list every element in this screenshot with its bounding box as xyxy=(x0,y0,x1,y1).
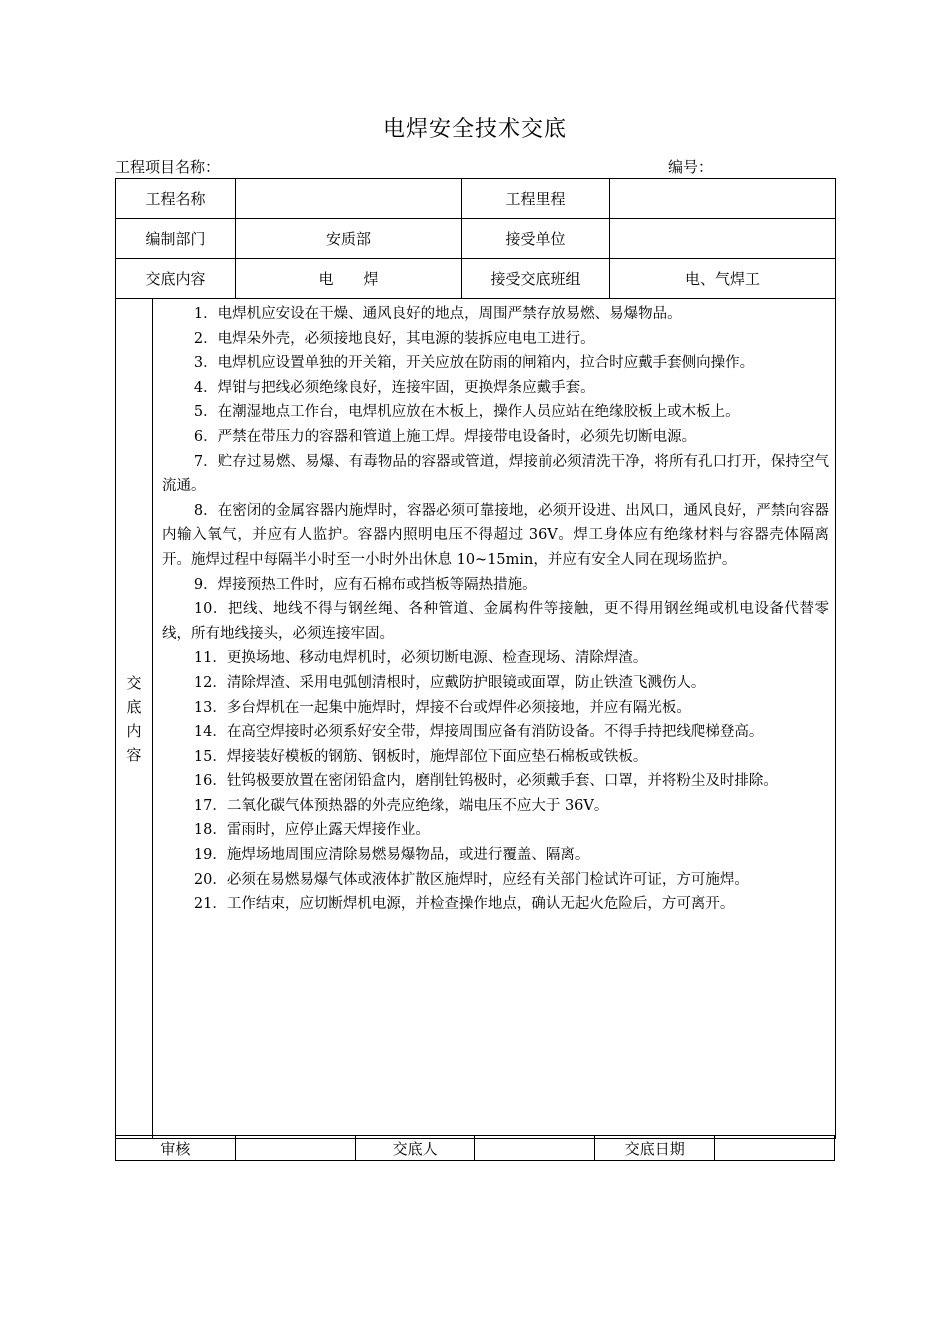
signature-row xyxy=(116,1136,835,1161)
label-char: 交 xyxy=(126,673,142,692)
list-item: 3．电焊机应设置单独的开关箱，开关应放在防雨的闸箱内，拉合时应戴手套侧向操作。 xyxy=(193,355,755,372)
project-mileage-key: 工程里程 xyxy=(462,179,610,219)
list-item: 11．更换场地、移动电焊机时，必须切断电源、检查现场、清除焊渣。 xyxy=(193,650,648,667)
presenter-label: 交底人 xyxy=(355,1136,475,1161)
project-name-key: 工程名称 xyxy=(116,179,236,219)
label-char: 内 xyxy=(126,721,142,740)
department-key: 编制部门 xyxy=(116,219,236,259)
content-type-value: 电 焊 xyxy=(236,259,462,299)
content-body xyxy=(153,299,836,1139)
label-char: 容 xyxy=(126,745,142,764)
list-item: 14．在高空焊接时必须系好安全带，焊接周围应备有消防设备。不得手持把线爬梯登高。 xyxy=(193,724,764,741)
project-name-label: 工程项目名称： xyxy=(115,158,221,176)
receiving-unit-value xyxy=(610,219,836,259)
department-value: 安质部 xyxy=(236,219,462,259)
list-item: 17．二氧化碳气体预热器的外壳应绝缘，端电压不应大于 36V。 xyxy=(193,797,609,814)
review-label: 审核 xyxy=(116,1136,236,1161)
table-row xyxy=(116,179,836,219)
receiving-team-key: 接受交底班组 xyxy=(462,259,610,299)
list-item: 1．电焊机应安设在干燥、通风良好的地点，周围严禁存放易燃、易爆物品。 xyxy=(193,306,682,322)
list-item: 7．贮存过易燃、易爆、有毒物品的容器或管道，焊接前必须清洗干净，将所有孔口打开，保持空气流通。 xyxy=(162,453,830,495)
content-row xyxy=(116,299,836,1139)
receiving-team-value: 电、气焊工 xyxy=(610,259,836,299)
label-char: 底 xyxy=(126,697,142,716)
content-type-key: 交底内容 xyxy=(116,259,236,299)
list-item: 20．必须在易燃易爆气体或液体扩散区施焊时，应经有关部门检试许可证，方可施焊。 xyxy=(193,871,749,888)
list-item: 21．工作结束，应切断焊机电源，并检查操作地点，确认无起火危险后，方可离开。 xyxy=(193,896,735,913)
list-item: 18．雷雨时，应停止露天焊接作业。 xyxy=(193,822,430,839)
list-item: 12．清除焊渣、采用电弧刨清根时，应戴防护眼镜或面罩，防止铁渣飞溅伤人。 xyxy=(193,674,706,691)
list-item: 16．钍钨极要放置在密闭铅盒内，磨削钍钨极时，必须戴手套、口罩，并将粉尘及时排除。 xyxy=(193,773,778,790)
content-section-label xyxy=(116,299,153,1139)
receiving-unit-key: 接受单位 xyxy=(462,219,610,259)
signature-table xyxy=(115,1135,835,1161)
date-value xyxy=(715,1136,835,1161)
list-item: 9．焊接预热工件时，应有石棉布或挡板等隔热措施。 xyxy=(193,576,537,593)
list-item: 13．多台焊机在一起集中施焊时，焊接不台或焊件必须接地，并应有隔光板。 xyxy=(193,699,691,716)
review-value xyxy=(235,1136,355,1161)
number-label: 编号： xyxy=(668,158,714,176)
list-item: 19．施焊场地周围应清除易燃易爆物品，或进行覆盖、隔离。 xyxy=(193,847,590,864)
list-item: 4．焊钳与把线必须绝缘良好，连接牢固，更换焊条应戴手套。 xyxy=(193,379,595,396)
project-name-value xyxy=(236,179,462,219)
list-item: 10．把线、地线不得与钢丝绳、各种管道、金属构件等接触，更不得用钢丝绳或机电设备代替零线，所有地线接头，必须连接牢固。 xyxy=(162,601,830,642)
table-row xyxy=(116,259,836,299)
presenter-value xyxy=(475,1136,595,1161)
list-item: 8．在密闭的金属容器内施焊时，容器必须可靠接地，必须开设进、出风口，通风良好，严禁向容器内输入氧气，并应有人监护。容器内照明电压不得超过 36V。焊工身体应有绝缘材料与容器壳体隔离开。施焊过程中每隔半小时至一小时外出休息 10~15min，并应有安全人同在现场监护。 xyxy=(162,502,830,568)
list-item: 6．严禁在带压力的容器和管道上施工焊。焊接带电设备时，必须先切断电源。 xyxy=(193,428,697,445)
table-row xyxy=(116,219,836,259)
document-title: 电焊安全技术交底 xyxy=(382,117,567,142)
list-item: 2．电焊朵外壳，必须接地良好，其电源的装拆应电电工进行。 xyxy=(193,330,595,347)
list-item: 5．在潮湿地点工作台，电焊机应放在木板上，操作人员应站在绝缘胶板上或木板上。 xyxy=(193,404,740,421)
briefing-table xyxy=(115,178,836,1139)
date-label: 交底日期 xyxy=(595,1136,715,1161)
list-item: 15．焊接装好模板的钢筋、钢板时，施焊部位下面应垫石棉板或铁板。 xyxy=(193,748,648,765)
project-mileage-value xyxy=(610,179,836,219)
